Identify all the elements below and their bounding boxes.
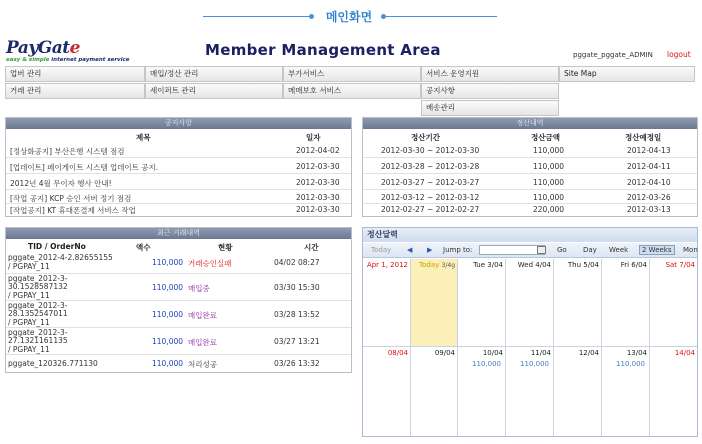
settlement-col-period: 정산기간 [411,133,440,142]
today-button[interactable]: Today [371,246,392,254]
txn-row[interactable]: pggate_2012-4-2.82655155 / PGPAY_11 110,000 거래승인실패 04/02 08:27 [6,252,351,274]
calendar-day[interactable]: 14/04 [674,349,695,357]
settlement-row[interactable]: 2012-03-12 ~ 2012-03-12 110,000 2012-03-26 [363,190,697,204]
calendar-day[interactable]: 13/04 110,000 [602,347,650,436]
go-button[interactable]: Go [557,246,567,254]
next-arrow-icon[interactable]: ▶ [427,246,433,254]
notice-row-title[interactable]: 2012년 4월 무이자 행사 안내! [10,179,112,188]
calendar-day[interactable]: 09/04 [411,347,458,436]
menu-item-addon[interactable]: 부가서비스 [283,66,421,82]
notice-row[interactable] [6,174,351,190]
week-view-button[interactable]: Week [609,246,629,254]
menu-item-delivery[interactable]: 배송관리 [421,100,559,116]
txn-col-status: 현황 [218,243,233,252]
menu-item-transaction[interactable]: 거래 관리 [5,83,145,99]
calendar-toolbar [363,243,697,258]
notice-row-title[interactable]: [정상화공지] 부산은행 시스템 점검 [10,147,125,156]
calendar-day[interactable]: Apr 1, 2012 [363,259,411,347]
notice-row-date: 2012-04-02 [296,146,340,155]
notice-row-title[interactable]: [작업공지] KT 휴대폰결제 서비스 작업 [10,206,136,215]
calendar-day[interactable]: Sat 7/04 [650,259,697,347]
jump-to-label: Jump to: [443,246,473,254]
notice-row[interactable] [6,158,351,174]
notice-col-title: 제목 [136,133,151,142]
settlement-row[interactable]: 2012-03-30 ~ 2012-03-30 110,000 2012-04-13 [363,142,697,158]
txn-row[interactable]: pggate_2012-3- 30.1528587132 / PGPAY_11 110,000 매입중 03/30 15:30 [6,274,351,301]
notice-row[interactable] [6,142,351,158]
notice-row[interactable] [6,204,351,216]
notice-row-date: 2012-03-30 [296,178,340,187]
admin-username: pggate_pggate_ADMIN [573,51,653,59]
calendar-day-today[interactable]: Today 3/4g [411,259,458,347]
notice-row-date: 2012-03-30 [296,162,340,171]
txn-col-amount: 액수 [136,243,151,252]
calendar-day[interactable]: 12/04 [554,347,602,436]
caption-divider-right [385,16,497,17]
caption-title: 메인화면 [325,10,373,24]
calendar-day[interactable]: Tue 3/04 [458,259,506,347]
settlement-row[interactable]: 2012-03-28 ~ 2012-03-28 110,000 2012-04-11 [363,158,697,174]
calendar-day[interactable]: 08/04 [363,347,411,436]
notice-row-date: 2012-03-30 [296,193,340,202]
notice-row-title[interactable]: [업데이트] 페이게이트 시스템 업데이트 공지. [10,163,159,172]
two-weeks-view-button[interactable]: 2 Weeks [639,245,675,255]
calendar-day[interactable]: 11/04 110,000 [506,347,554,436]
settlement-amount: 110,000 [616,360,645,368]
menu-item-merchant[interactable]: 업버 관리 [5,66,145,82]
txn-row[interactable]: pggate_120326.771130 110,000 처리성공 03/26 13:32 [8,359,320,369]
settlement-col-amount: 정산금액 [531,133,560,142]
calendar-day[interactable]: Fri 6/04 [602,259,650,347]
settlement-col-date: 정산예정일 [625,133,662,142]
logo-wordmark: PayGate [6,38,80,58]
logo-tagline: easy & simple internet payment service [6,57,130,63]
settlement-panel-header: 정산내역 [363,118,697,129]
notice-row-date: 2012-03-30 [296,205,340,214]
calendar-day[interactable]: Wed 4/04 [506,259,554,347]
menu-item-support[interactable]: 서비스 운영지원 [421,66,559,82]
main-menu [5,66,695,118]
txn-row[interactable]: pggate_2012-3- 28.1352547011 / PGPAY_11 110,000 매입완료 03/28 13:52 [6,301,351,328]
caption-divider-left [203,16,311,17]
calendar-grid [363,259,697,436]
menu-item-escrow[interactable]: 메매보호 서비스 [283,83,421,99]
menu-item-settlement[interactable]: 매입/정산 관리 [145,66,283,82]
menu-item-seyfert[interactable]: 세이퍼트 관리 [145,83,283,99]
logout-link[interactable]: logout [667,50,691,59]
notice-row-title[interactable]: [작업 공지] KCP 승인 서버 정기 점검 [10,194,132,203]
calendar-picker-icon[interactable] [537,246,546,254]
settlement-calendar [362,227,698,437]
calendar-day[interactable]: 10/04 110,000 [458,347,506,436]
notice-panel [5,117,352,217]
page-title: Member Management Area [205,41,441,59]
txn-col-time: 시간 [304,243,319,252]
page-caption [0,0,702,34]
caption-dot-left [309,14,314,19]
txn-col-id: TID / OrderNo [28,242,86,251]
notice-panel-header: 공지사항 [6,118,351,129]
paygate-logo[interactable] [6,38,156,66]
transactions-panel-header: 최근 거래내역 [6,228,351,239]
notice-row[interactable] [6,190,351,204]
calendar-day[interactable]: Thu 5/04 [554,259,602,347]
calendar-title: 정산달력 [363,228,697,242]
settlement-panel [362,117,698,217]
recent-transactions-panel [5,227,352,373]
month-view-button[interactable]: Mon [683,246,698,254]
jump-to-date-input[interactable] [479,245,545,255]
txn-row[interactable]: pggate_2012-3- 27.1321161135 / PGPAY_11 110,000 매입완료 03/27 13:21 [6,328,351,355]
menu-item-sitemap[interactable]: Site Map [559,66,695,82]
menu-item-notice[interactable]: 공지사항 [421,83,559,99]
settlement-row[interactable]: 2012-02-27 ~ 2012-02-27 220,000 2012-03-13 [381,205,671,214]
settlement-amount: 110,000 [520,360,549,368]
settlement-amount: 110,000 [472,360,501,368]
day-view-button[interactable]: Day [583,246,597,254]
notice-col-date: 일자 [306,133,321,142]
settlement-row[interactable]: 2012-03-27 ~ 2012-03-27 110,000 2012-04-10 [363,174,697,190]
prev-arrow-icon[interactable]: ◀ [407,246,413,254]
